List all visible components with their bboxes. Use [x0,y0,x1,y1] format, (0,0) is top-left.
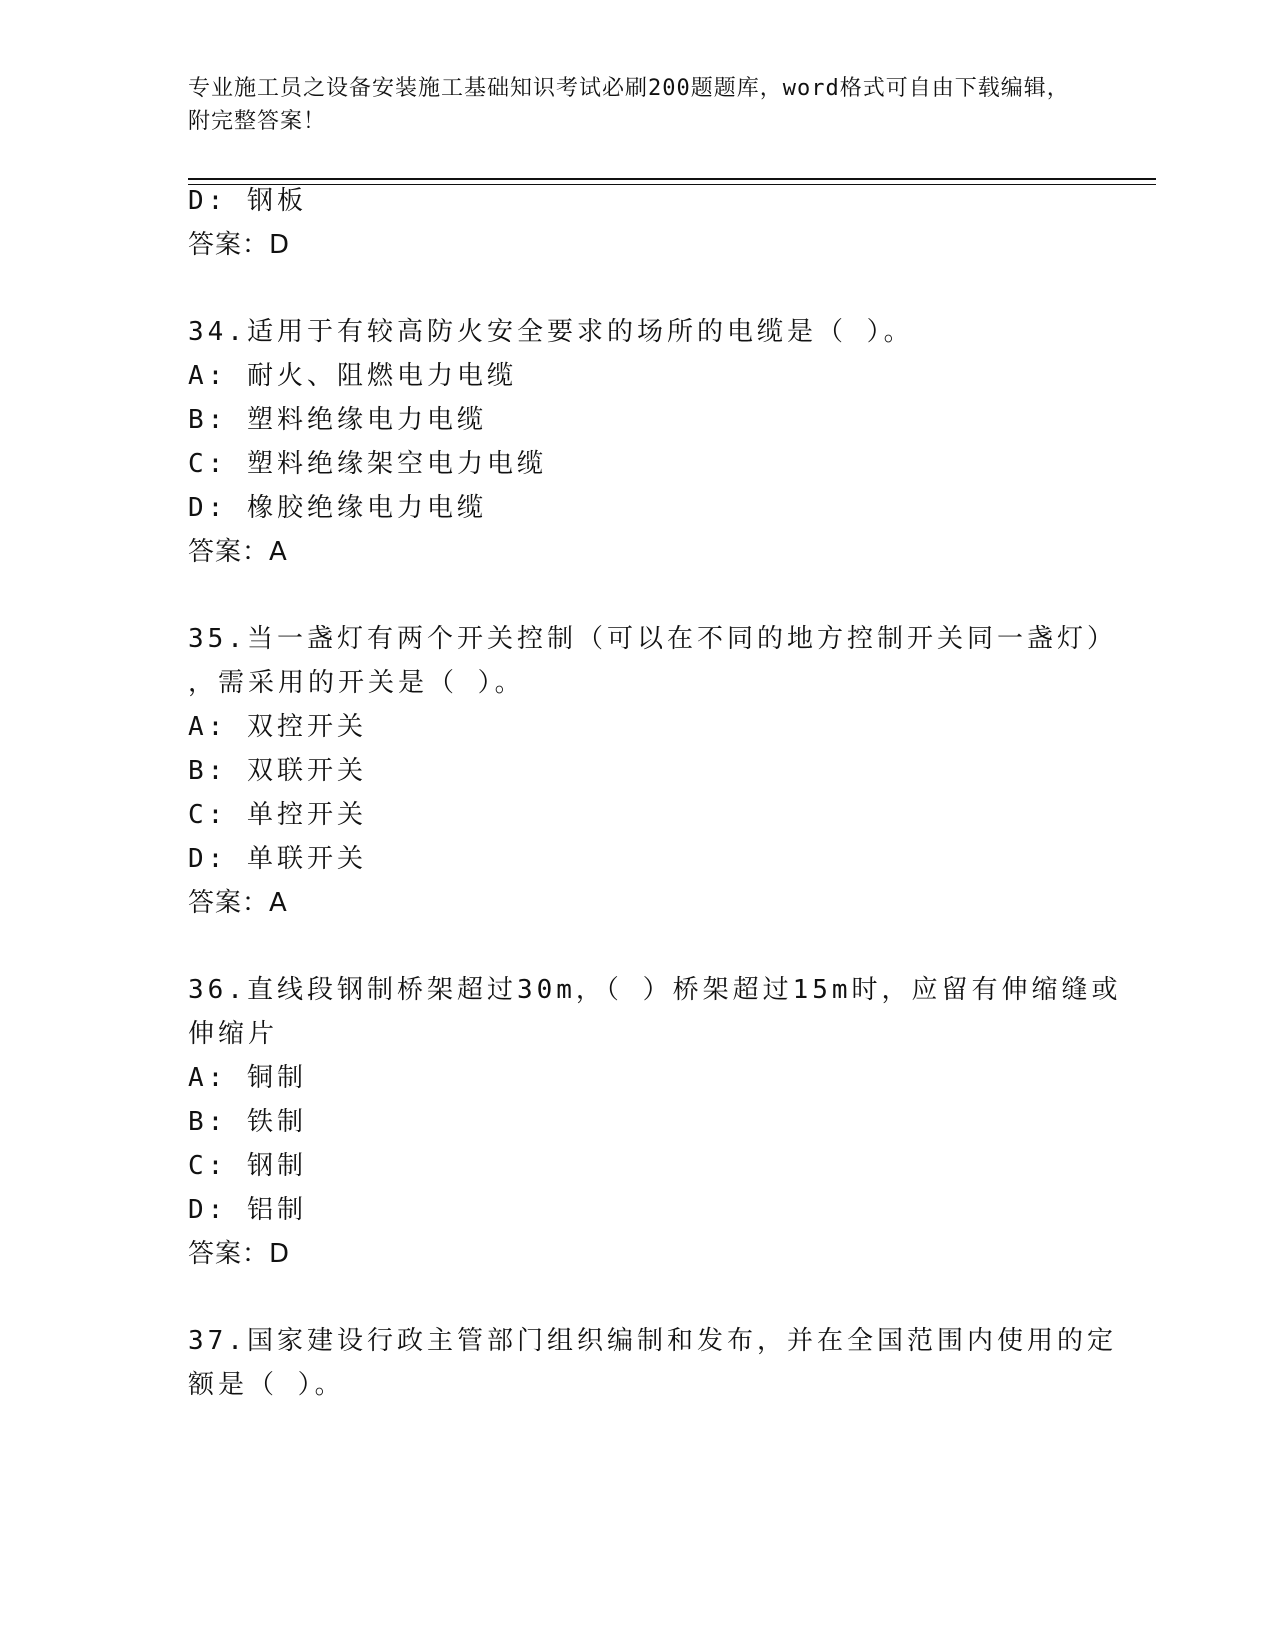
question-36-option-b: B: 铁制 [188,1107,307,1137]
header-divider-thick [188,178,1156,180]
question-34: 34.适用于有较高防火安全要求的场所的电缆是（ ）。 [188,317,914,347]
question-35-line-1: 35.当一盏灯有两个开关控制（可以在不同的地方控制开关同一盏灯） [188,624,1117,654]
question-35-answer: 答案：A [188,888,288,918]
question-36-option-a: A: 铜制 [188,1063,307,1093]
question-36-answer: 答案：D [188,1239,291,1269]
question-34-answer: 答案：A [188,537,288,567]
header-divider-thin [188,184,1156,185]
question-34-option-c: C: 塑料绝缘架空电力电缆 [188,449,547,479]
prev-answer: 答案：D [188,230,291,260]
question-37-line-1: 37.国家建设行政主管部门组织编制和发布，并在全国范围内使用的定 [188,1326,1117,1356]
question-35-option-c: C: 单控开关 [188,800,367,830]
question-36-line-2: 伸缩片 [188,1019,279,1049]
question-35-option-b: B: 双联开关 [188,756,367,786]
question-34-option-b: B: 塑料绝缘电力电缆 [188,405,487,435]
prev-option-d: D: 钢板 [188,186,307,216]
question-36-option-c: C: 钢制 [188,1151,307,1181]
question-34-option-d: D: 橡胶绝缘电力电缆 [188,493,487,523]
question-35-option-a: A: 双控开关 [188,712,367,742]
question-34-option-a: A: 耐火、阻燃电力电缆 [188,361,517,391]
question-35-option-d: D: 单联开关 [188,844,367,874]
document-header: 专业施工员之设备安装施工基础知识考试必刷200题题库，word格式可自由下载编辑，附完整答案！ [188,76,1070,134]
question-36-option-d: D: 铝制 [188,1195,307,1225]
question-36-line-1: 36.直线段钢制桥架超过30m，（ ）桥架超过15m时，应留有伸缩缝或 [188,975,1122,1005]
question-37-line-2: 额是（ ）。 [188,1370,345,1400]
question-35-line-2: ，需采用的开关是（ ）。 [188,668,525,698]
